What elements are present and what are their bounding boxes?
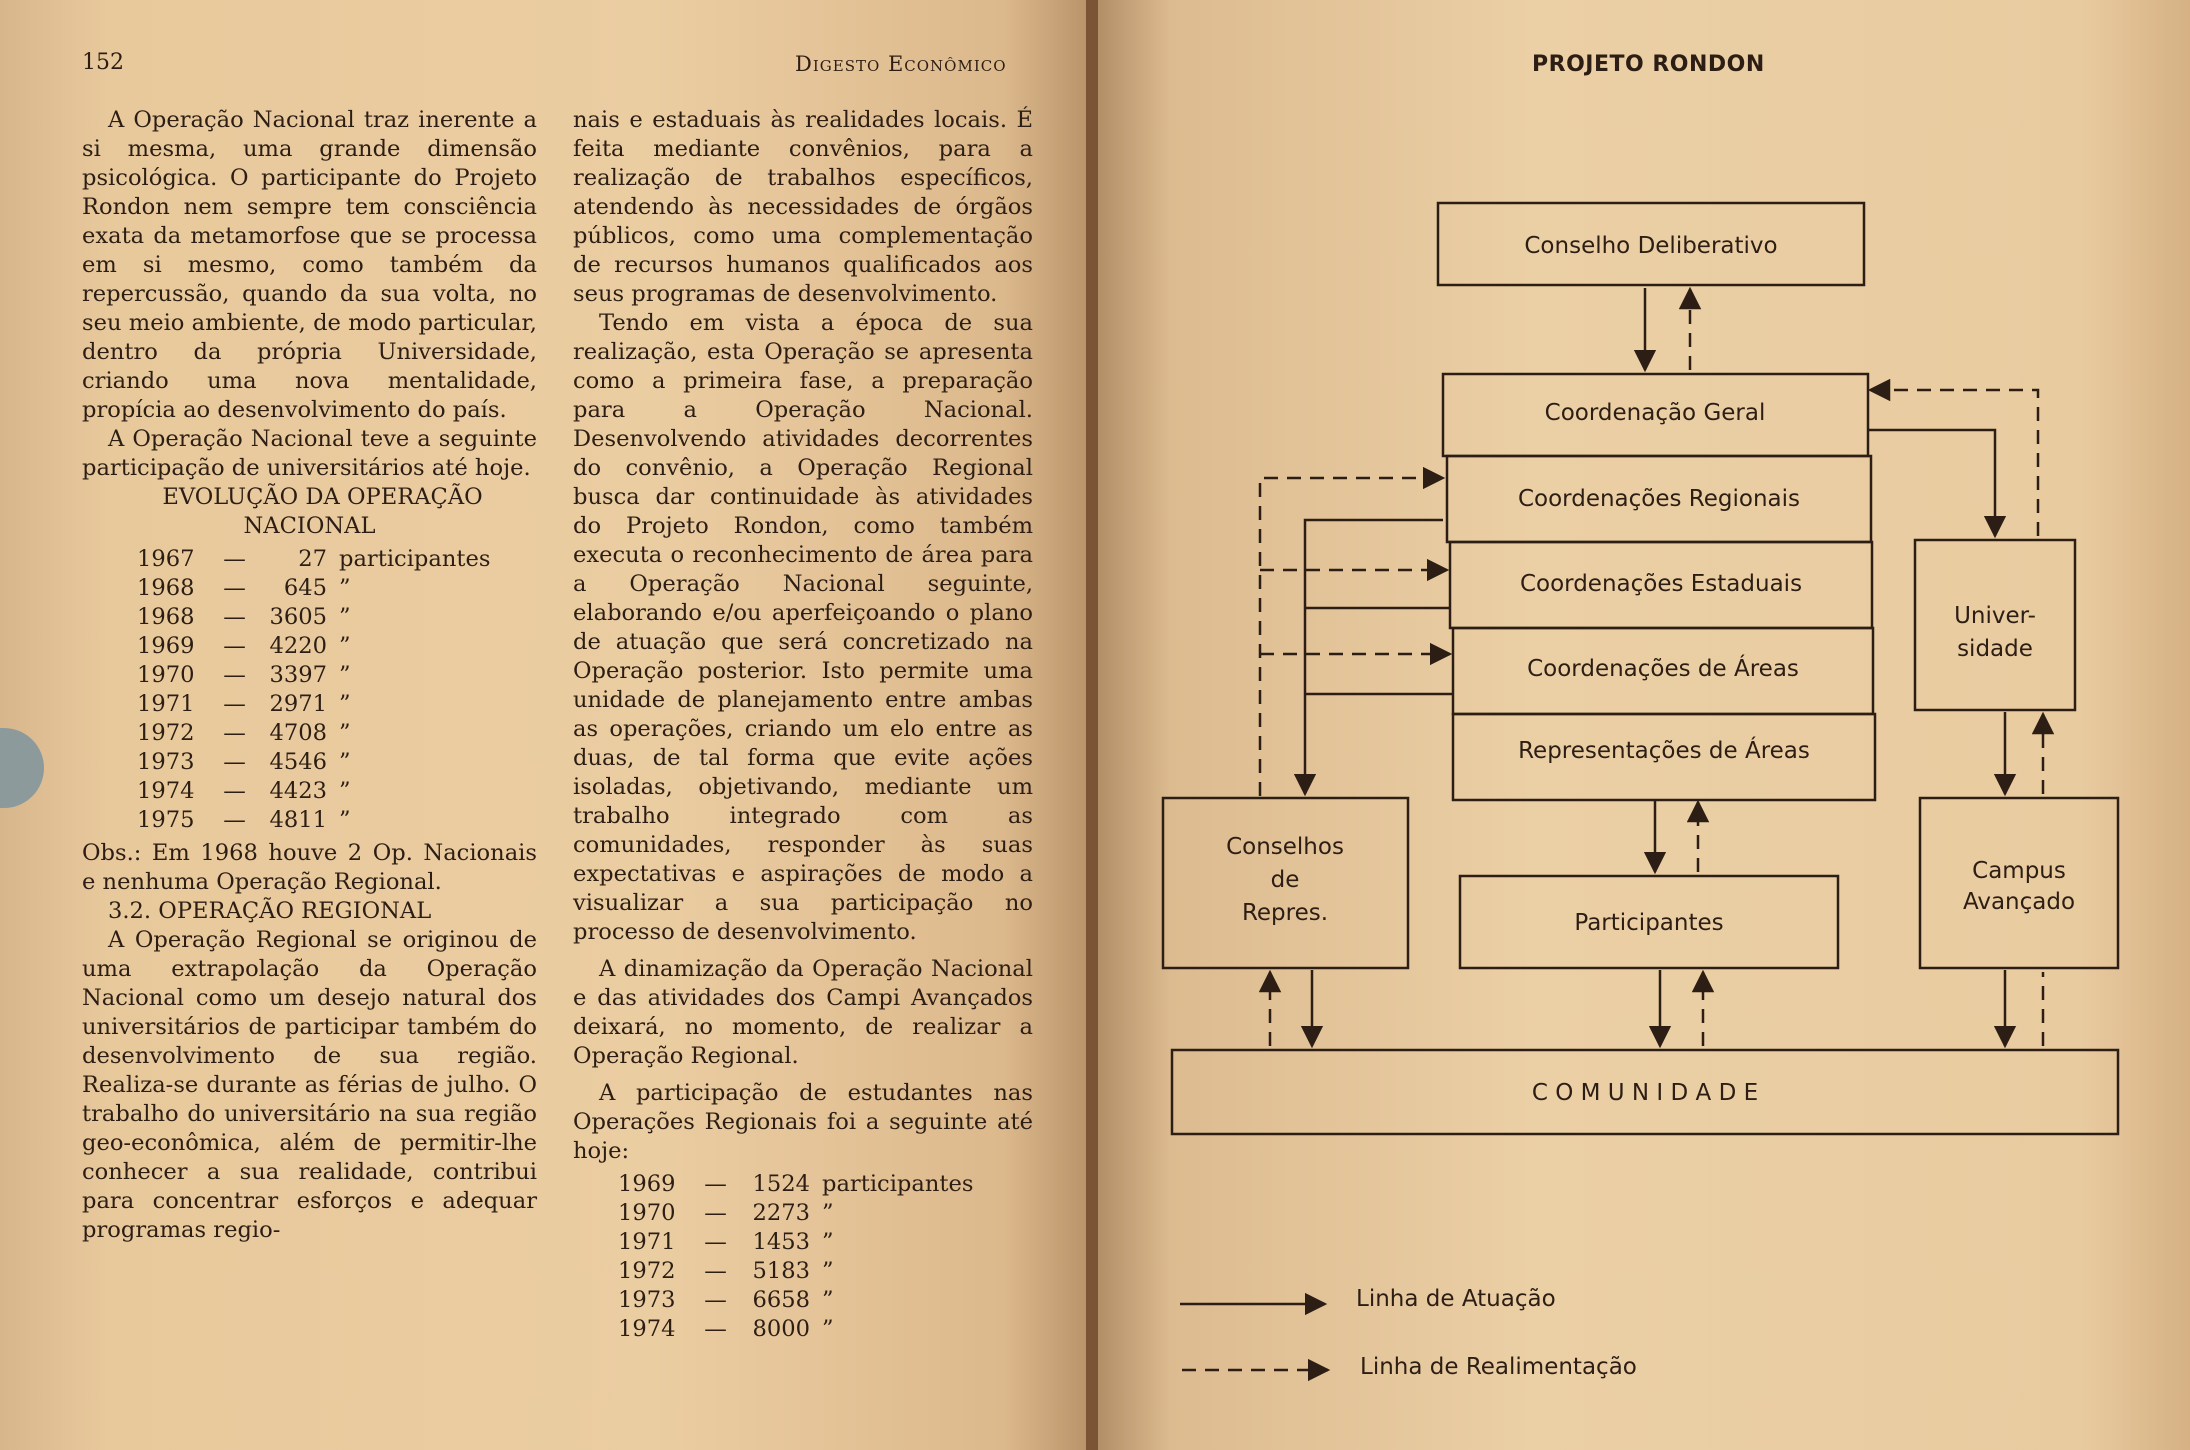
unit-cell: ” bbox=[339, 807, 351, 833]
value-cell: 4708 bbox=[269, 720, 327, 746]
value-cell: 4546 bbox=[269, 749, 327, 775]
dash-cell: — bbox=[704, 1287, 727, 1313]
dash-cell: — bbox=[223, 778, 246, 804]
unit-cell: ” bbox=[339, 778, 351, 804]
value-cell: 1524 bbox=[752, 1171, 810, 1197]
page-number: 152 bbox=[82, 50, 124, 75]
year-cell: 1973 bbox=[618, 1287, 676, 1313]
dash-cell: — bbox=[223, 807, 246, 833]
year-cell: 1967 bbox=[137, 546, 195, 572]
year-cell: 1968 bbox=[137, 604, 195, 630]
paragraph: nais e estaduais às realidades locais. É feita mediante convênios, para a realização de trabalhos específicos, atendendo às necessidades de órgãos públicos, como uma complementação de recursos humanos qualificados aos seus programas de desenvolvimento. bbox=[573, 107, 1033, 307]
paragraph: A Operação Regional se originou de uma extrapolação da Operação Nacional como um desejo natural dos universitários de participar também do desenvolvimento de sua região. Realiza-se durante as férias de julho. O trabalho do universitário na sua região geo-econômica, além de permitir-lhe conhecer a sua realidade, contribui para concentrar esforços e adequar programas regio- bbox=[82, 927, 537, 1243]
year-cell: 1973 bbox=[137, 749, 195, 775]
paragraph: A dinamização da Operação Nacional e das atividades dos Campi Avançados deixará, no momento, de realizar a Operação Regional. bbox=[573, 956, 1033, 1069]
dash-cell: — bbox=[704, 1258, 727, 1284]
unit-cell: ” bbox=[822, 1287, 834, 1313]
value-cell: 3397 bbox=[269, 662, 327, 688]
unit-cell: ” bbox=[339, 749, 351, 775]
unit-cell: participantes bbox=[822, 1171, 974, 1197]
section-heading: 3.2. OPERAÇÃO REGIONAL bbox=[108, 898, 432, 924]
label-conselho-deliberativo: Conselho Deliberativo bbox=[1524, 233, 1778, 259]
paragraph: Tendo em vista a época de sua realização, esta Operação se apresenta como a primeira fase, a preparação para a Operação Nacional. Desenvolvendo atividades decorrentes do convênio, a Operação Regional busca dar continuidade às atividades do Projeto Rondon, como também executa o reconhecimento de área para a Operação Nacional seguinte, elaborando e/ou aperfeiçoando o plano de atuação que será concretizado na Operação posterior. Isto permite uma unidade de planejamento entre ambas as operações, criando um elo entre as duas, de tal forma que evite ações isoladas, objetivando, mediante um trabalho integrado com as comunidades, responder às suas expectativas e aspirações de modo a visualizar a sua participação no processo de desenvolvimento. bbox=[573, 310, 1033, 945]
value-cell: 6658 bbox=[752, 1287, 810, 1313]
label-conselhos-2: de bbox=[1270, 867, 1300, 893]
unit-cell: ” bbox=[822, 1258, 834, 1284]
dash-cell: — bbox=[223, 720, 246, 746]
value-cell: 1453 bbox=[752, 1229, 810, 1255]
unit-cell: ” bbox=[339, 575, 351, 601]
year-cell: 1972 bbox=[618, 1258, 676, 1284]
table-title-line-2: NACIONAL bbox=[243, 513, 376, 539]
label-conselhos-3: Repres. bbox=[1241, 900, 1329, 926]
year-cell: 1968 bbox=[137, 575, 195, 601]
value-cell: 8000 bbox=[752, 1316, 810, 1342]
year-cell: 1970 bbox=[618, 1200, 676, 1226]
label-coordenacoes-areas: Coordenações de Áreas bbox=[1527, 656, 1799, 682]
year-cell: 1974 bbox=[618, 1316, 676, 1342]
unit-cell: ” bbox=[339, 691, 351, 717]
paragraph: A participação de estudantes nas Operações Regionais foi a seguinte até hoje: bbox=[573, 1080, 1033, 1164]
dash-cell: — bbox=[704, 1171, 727, 1197]
diagram-title: PROJETO RONDON bbox=[1532, 52, 1765, 77]
label-coordenacao-geral: Coordenação Geral bbox=[1544, 400, 1766, 426]
legend-realimentacao-label: Linha de Realimentação bbox=[1360, 1354, 1637, 1380]
unit-cell: ” bbox=[339, 633, 351, 659]
solid-line bbox=[1868, 430, 1995, 536]
year-cell: 1975 bbox=[137, 807, 195, 833]
year-cell: 1969 bbox=[618, 1171, 676, 1197]
label-coordenacoes-regionais: Coordenações Regionais bbox=[1517, 486, 1801, 512]
year-cell: 1970 bbox=[137, 662, 195, 688]
value-cell: 645 bbox=[283, 575, 327, 601]
table-title-line-1: EVOLUÇÃO DA OPERAÇÃO bbox=[162, 484, 483, 510]
value-cell: 4423 bbox=[269, 778, 327, 804]
label-universidade-1: Univer- bbox=[1954, 603, 2036, 629]
label-conselhos-1: Conselhos bbox=[1226, 834, 1344, 860]
dash-cell: — bbox=[223, 575, 246, 601]
paragraph: A Operação Nacional traz inerente a si mesma, uma grande dimensão psicológica. O participante do Projeto Rondon nem sempre tem consciência exata da metamorfose que se processa em si mesmo, como também da repercussão, quando da sua volta, no seu meio ambiente, de modo particular, dentro da própria Universidade, criando uma nova mentalidade, propícia ao desenvolvimento do país. bbox=[82, 107, 537, 423]
value-cell: 4811 bbox=[269, 807, 327, 833]
year-cell: 1972 bbox=[137, 720, 195, 746]
value-cell: 4220 bbox=[269, 633, 327, 659]
value-cell: 3605 bbox=[269, 604, 327, 630]
dash-cell: — bbox=[223, 633, 246, 659]
label-representacoes-areas: Representações de Áreas bbox=[1518, 738, 1810, 764]
value-cell: 27 bbox=[298, 546, 327, 572]
year-cell: 1969 bbox=[137, 633, 195, 659]
year-cell: 1971 bbox=[137, 691, 195, 717]
unit-cell: ” bbox=[822, 1229, 834, 1255]
dash-cell: — bbox=[223, 749, 246, 775]
dash-cell: — bbox=[704, 1200, 727, 1226]
dash-cell: — bbox=[704, 1316, 727, 1342]
unit-cell: ” bbox=[822, 1200, 834, 1226]
dash-cell: — bbox=[223, 662, 246, 688]
dash-cell: — bbox=[704, 1229, 727, 1255]
value-cell: 2273 bbox=[752, 1200, 810, 1226]
dash-cell: — bbox=[223, 604, 246, 630]
unit-cell: ” bbox=[339, 720, 351, 746]
dash-cell: — bbox=[223, 691, 246, 717]
paragraph: A Operação Nacional teve a seguinte participação de universitários até hoje. bbox=[82, 426, 537, 481]
label-campus-2: Avançado bbox=[1962, 889, 2076, 915]
year-cell: 1971 bbox=[618, 1229, 676, 1255]
table-note: Obs.: Em 1968 houve 2 Op. Nacionais e nenhuma Operação Regional. bbox=[82, 840, 537, 895]
label-participantes: Participantes bbox=[1574, 910, 1724, 936]
dash-cell: — bbox=[223, 546, 246, 572]
dashed-line bbox=[1260, 478, 1443, 796]
legend-atuacao-label: Linha de Atuação bbox=[1356, 1286, 1556, 1312]
solid-line bbox=[1305, 520, 1443, 794]
label-coordenacoes-estaduais: Coordenações Estaduais bbox=[1519, 571, 1803, 597]
unit-cell: participantes bbox=[339, 546, 491, 572]
unit-cell: ” bbox=[339, 604, 351, 630]
running-head: Digesto Econômico bbox=[795, 52, 1007, 76]
unit-cell: ” bbox=[339, 662, 351, 688]
unit-cell: ” bbox=[822, 1316, 834, 1342]
year-cell: 1974 bbox=[137, 778, 195, 804]
label-comunidade: C O M U N I D A D E bbox=[1531, 1080, 1759, 1106]
value-cell: 5183 bbox=[752, 1258, 810, 1284]
value-cell: 2971 bbox=[269, 691, 327, 717]
label-campus-1: Campus bbox=[1972, 858, 2066, 884]
label-universidade-2: sidade bbox=[1957, 636, 2033, 662]
dashed-line bbox=[1870, 390, 2038, 536]
